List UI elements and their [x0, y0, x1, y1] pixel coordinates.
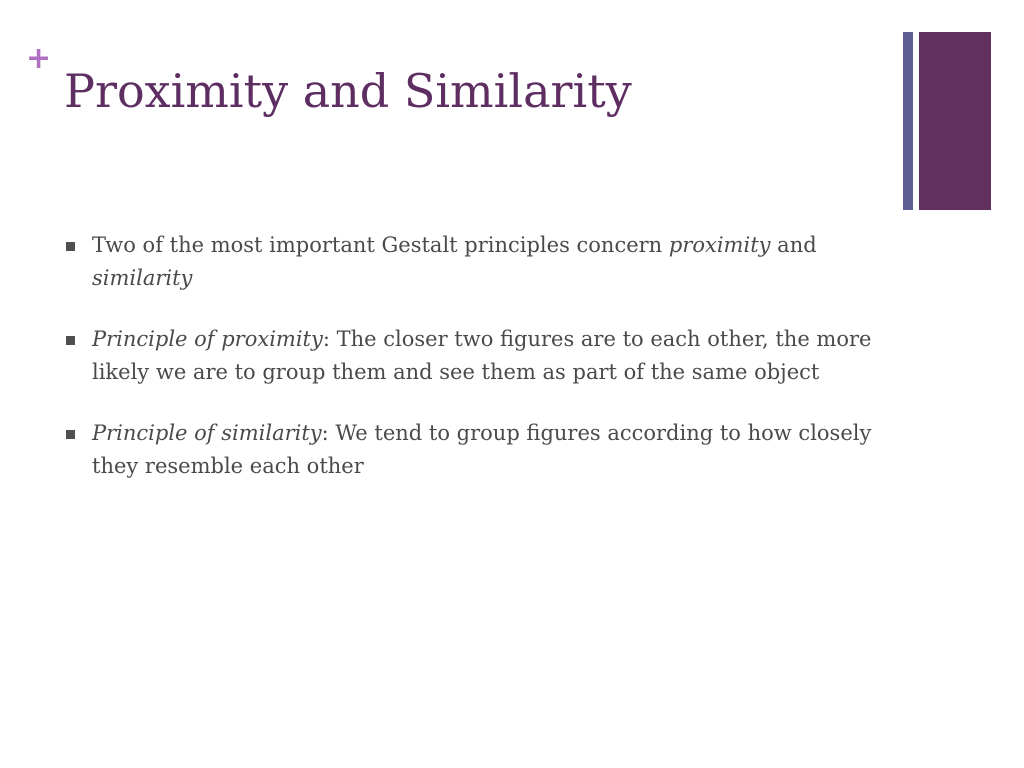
square-bullet-icon [66, 430, 75, 439]
bullet-emphasis: Principle of similarity [92, 421, 322, 445]
bullet-item [66, 229, 876, 295]
accent-bar-thin [903, 32, 913, 210]
bullet-item [66, 417, 876, 483]
bullet-item [66, 323, 876, 389]
bullet-text-run: : The closer two figures are to each other, the more likely we are to group them and see them as part of the same object [92, 327, 872, 384]
bullet-text [92, 323, 876, 389]
bullet-text [92, 417, 876, 483]
bullet-emphasis: similarity [92, 266, 193, 290]
accent-bar-thick [919, 32, 991, 210]
bullet-text [92, 229, 876, 295]
square-bullet-icon [66, 336, 75, 345]
bullet-text-run: Two of the most important Gestalt principles concern [92, 233, 669, 257]
bullet-list [66, 229, 876, 511]
slide-title: Proximity and Similarity [64, 64, 632, 118]
bullet-text-run: : We tend to group figures according to how closely they resemble each other [92, 421, 872, 478]
square-bullet-icon [66, 242, 75, 251]
bullet-emphasis: proximity [668, 233, 771, 257]
plus-icon: + [26, 41, 52, 76]
bullet-text-run: and [770, 233, 817, 257]
bullet-emphasis: Principle of proximity [92, 327, 323, 351]
